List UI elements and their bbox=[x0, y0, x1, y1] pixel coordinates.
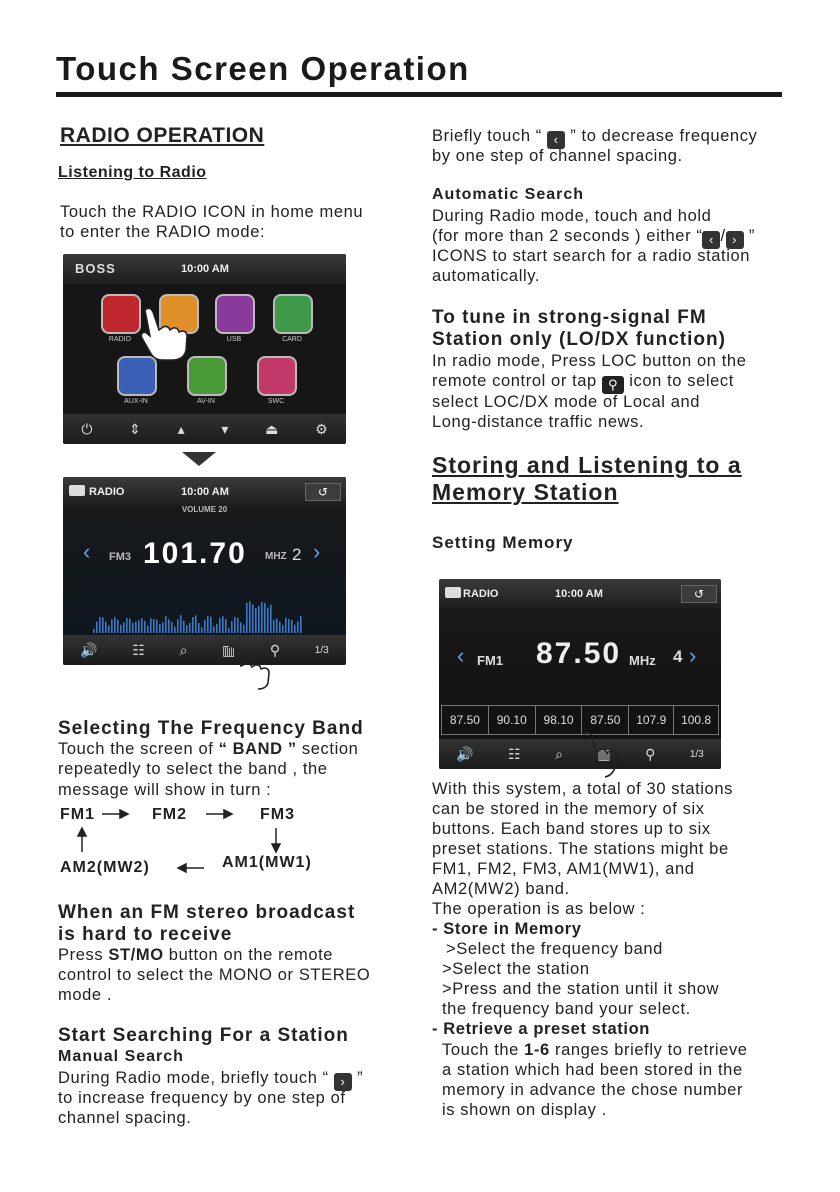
spectrum-bar bbox=[177, 619, 179, 633]
mem-text-7: The operation is as below : bbox=[432, 900, 646, 918]
spectrum-bar bbox=[225, 619, 227, 633]
memory-preset: 4 bbox=[673, 647, 683, 666]
loc-text-3: select LOC/DX mode of Local and bbox=[432, 393, 701, 411]
spectrum-bar bbox=[237, 618, 239, 633]
spectrum-bar bbox=[96, 622, 98, 633]
spectrum-bar bbox=[111, 619, 113, 633]
preset-number: 2 bbox=[292, 545, 302, 564]
radio-app-label: RADIO bbox=[108, 336, 132, 343]
down-arrow-icon bbox=[182, 452, 216, 466]
mem-text-6: AM2(MW2) band. bbox=[432, 880, 570, 898]
home-clock: 10:00 AM bbox=[181, 263, 229, 275]
spectrum-bar bbox=[174, 626, 176, 633]
radio-bottom-bar bbox=[63, 635, 346, 665]
band-fm3: FM3 bbox=[260, 806, 295, 823]
home-screen bbox=[63, 254, 346, 444]
auto-text-1: During Radio mode, touch and hold bbox=[432, 207, 712, 225]
stereo-text-1: Press ST/MO button on the remote bbox=[58, 946, 334, 964]
touch-text-1: Touch the RADIO ICON in home menu bbox=[60, 203, 364, 221]
loc-heading-2: Station only (LO/DX function) bbox=[432, 329, 726, 350]
spectrum-bar bbox=[231, 621, 233, 633]
spectrum-graphic bbox=[93, 595, 303, 633]
radio-label: RADIO bbox=[89, 486, 125, 498]
radio-operation-heading: RADIO OPERATION bbox=[60, 124, 265, 147]
memory-prev-icon[interactable]: ‹ bbox=[457, 643, 465, 668]
prev-icon[interactable]: ‹ bbox=[83, 539, 91, 564]
spectrum-bar bbox=[279, 622, 281, 633]
retrieve-text-3: memory in advance the chose number bbox=[442, 1081, 744, 1099]
spectrum-bar bbox=[129, 618, 131, 633]
spectrum-bar bbox=[120, 625, 122, 633]
band-label: FM3 bbox=[109, 551, 131, 563]
preset-3[interactable]: 98.10 bbox=[536, 706, 583, 734]
memory-radio-label: RADIO bbox=[463, 588, 499, 600]
spectrum-bar bbox=[138, 620, 140, 633]
spectrum-bar bbox=[285, 618, 287, 633]
memory-page-indicator[interactable]: 1/3 bbox=[689, 748, 704, 760]
search-heading: Start Searching For a Station bbox=[58, 1025, 349, 1046]
band-fm2: FM2 bbox=[152, 806, 187, 823]
next-icon[interactable]: › bbox=[313, 539, 321, 564]
spectrum-bar bbox=[189, 623, 191, 633]
listening-heading: Listening to Radio bbox=[58, 164, 207, 181]
retrieve-heading: - Retrieve a preset station bbox=[432, 1020, 650, 1038]
spectrum-bar bbox=[204, 620, 206, 633]
aux-app-icon[interactable] bbox=[117, 356, 157, 396]
memory-band-icon[interactable]: ▥ bbox=[597, 745, 611, 762]
mem-text-4: preset stations. The stations might be bbox=[432, 840, 729, 858]
spectrum-bar bbox=[255, 608, 257, 633]
title-rule bbox=[56, 92, 782, 97]
preset-2[interactable]: 90.10 bbox=[489, 706, 536, 734]
stereo-heading-1: When an FM stereo broadcast bbox=[58, 902, 356, 923]
usb-app-label: USB bbox=[226, 336, 242, 343]
memory-back-button[interactable]: ↺ bbox=[681, 585, 717, 603]
settings-icon[interactable]: ⚙ bbox=[315, 420, 328, 437]
spectrum-bar bbox=[300, 616, 302, 633]
spectrum-bar bbox=[264, 603, 266, 633]
back-button[interactable]: ↺ bbox=[305, 483, 341, 501]
unit-label: MHZ bbox=[265, 551, 287, 562]
auto-heading: Automatic Search bbox=[432, 186, 585, 203]
card-app-icon[interactable] bbox=[273, 294, 313, 334]
spectrum-bar bbox=[168, 619, 170, 633]
spectrum-bar bbox=[297, 621, 299, 633]
mem-text-3: buttons. Each band stores up to six bbox=[432, 820, 711, 838]
spectrum-bar bbox=[141, 618, 143, 633]
volume-icon[interactable]: 🔊 bbox=[80, 641, 98, 658]
radio-small-icon bbox=[69, 485, 85, 496]
equalizer-icon[interactable]: ☷ bbox=[132, 641, 145, 658]
preset-5[interactable]: 107.9 bbox=[629, 706, 674, 734]
retrieve-text-4: is shown on display . bbox=[442, 1101, 607, 1119]
spectrum-bar bbox=[282, 625, 284, 633]
auto-text-2: (for more than 2 seconds ) either “ ‹ / › ” bbox=[432, 227, 755, 247]
spectrum-bar bbox=[135, 621, 137, 633]
mem-text-1: With this system, a total of 30 stations bbox=[432, 780, 733, 798]
retrieve-text-1: Touch the 1-6 ranges briefly to retrieve bbox=[442, 1041, 748, 1059]
spectrum-bar bbox=[162, 622, 164, 633]
spectrum-bar bbox=[288, 619, 290, 633]
spectrum-bar bbox=[252, 604, 254, 633]
spectrum-bar bbox=[126, 618, 128, 633]
spectrum-bar bbox=[117, 620, 119, 633]
spectrum-bar bbox=[144, 621, 146, 633]
usb-app-icon[interactable] bbox=[215, 294, 255, 334]
spectrum-bar bbox=[219, 618, 221, 633]
loc-dx-icon[interactable]: ⚲ bbox=[269, 641, 281, 658]
spectrum-bar bbox=[261, 602, 263, 633]
card-app-label: CARD bbox=[282, 336, 302, 343]
spectrum-bar bbox=[114, 617, 116, 633]
memory-equalizer-icon[interactable]: ☷ bbox=[508, 745, 521, 762]
manual-text-3: channel spacing. bbox=[58, 1109, 192, 1127]
home-top-bar bbox=[63, 254, 346, 284]
spectrum-bar bbox=[249, 601, 251, 633]
spectrum-bar bbox=[102, 617, 104, 633]
up-icon[interactable]: ▴ bbox=[177, 420, 185, 437]
band-text-2: repeatedly to select the band , the bbox=[58, 760, 328, 778]
updown-icon[interactable]: ⇕ bbox=[129, 420, 141, 437]
spectrum-bar bbox=[105, 622, 107, 633]
stereo-text-2: control to select the MONO or STEREO bbox=[58, 966, 371, 984]
touch-hand-icon-2 bbox=[220, 641, 281, 690]
page-indicator[interactable]: 1/3 bbox=[314, 644, 329, 656]
touch-hand-icon bbox=[135, 302, 195, 362]
prev-inline-icon: ‹ bbox=[547, 131, 565, 149]
next-inline-icon-2: › bbox=[726, 231, 744, 249]
av-app-label: AV-IN bbox=[197, 398, 215, 405]
spectrum-bar bbox=[273, 620, 275, 633]
brand-logo: BOSS bbox=[75, 261, 116, 276]
spectrum-bar bbox=[186, 625, 188, 633]
band-am1: AM1(MW1) bbox=[222, 854, 312, 871]
spectrum-bar bbox=[153, 619, 155, 633]
spectrum-bar bbox=[99, 617, 101, 633]
spectrum-bar bbox=[258, 606, 260, 633]
radio-top-bar bbox=[63, 477, 346, 507]
power-icon[interactable]: ⏻ bbox=[81, 420, 93, 437]
spectrum-bar bbox=[156, 620, 158, 633]
auto-text-4: automatically. bbox=[432, 267, 541, 285]
memory-loc-dx-icon[interactable]: ⚲ bbox=[645, 745, 656, 762]
brief-text-1: Briefly touch “ ‹ ” to decrease frequency bbox=[432, 127, 758, 147]
spectrum-bar bbox=[159, 624, 161, 633]
next-inline-icon: › bbox=[334, 1073, 352, 1091]
preset-6[interactable]: 100.8 bbox=[681, 713, 712, 727]
spectrum-bar bbox=[132, 623, 134, 633]
memory-frequency: 87.50 bbox=[536, 637, 622, 670]
memory-radio-icon bbox=[445, 587, 461, 598]
spectrum-bar bbox=[228, 628, 230, 633]
swc-app-label: SWC bbox=[267, 398, 285, 405]
aux-app-label: AUX-IN bbox=[124, 398, 148, 405]
spectrum-bar bbox=[234, 617, 236, 633]
stereo-text-3: mode . bbox=[58, 986, 113, 1004]
touch-text-2: to enter the RADIO mode: bbox=[60, 223, 266, 241]
spectrum-bar bbox=[171, 622, 173, 633]
av-app-icon[interactable] bbox=[187, 356, 227, 396]
spectrum-bar bbox=[195, 615, 197, 633]
stereo-heading-2: is hard to receive bbox=[58, 924, 233, 945]
swc-app-icon[interactable] bbox=[257, 356, 297, 396]
band-fm1: FM1 bbox=[60, 806, 95, 823]
memory-top-bar bbox=[439, 579, 721, 609]
band-cycle-arrows bbox=[56, 804, 356, 882]
band-text-3: message will show in turn : bbox=[58, 781, 272, 799]
radio-screen bbox=[63, 477, 346, 665]
brief-text-2: by one step of channel spacing. bbox=[432, 147, 683, 165]
spectrum-bar bbox=[198, 623, 200, 633]
volume-label: VOLUME 20 bbox=[181, 505, 228, 514]
radio-clock: 10:00 AM bbox=[181, 486, 229, 498]
spectrum-bar bbox=[246, 603, 248, 633]
spectrum-bar bbox=[123, 622, 125, 633]
retrieve-text-2: a station which had been stored in the bbox=[442, 1061, 743, 1079]
spectrum-bar bbox=[276, 618, 278, 633]
store-heading: - Store in Memory bbox=[432, 920, 582, 938]
auto-text-3: ICONS to start search for a radio station bbox=[432, 247, 751, 265]
preset-1[interactable]: 87.50 bbox=[442, 706, 489, 734]
loc-heading-1: To tune in strong-signal FM bbox=[432, 307, 707, 328]
loc-text-4: Long-distance traffic news. bbox=[432, 413, 645, 431]
frequency-display: 101.70 bbox=[143, 537, 247, 570]
mem-text-2: can be stored in the memory of six bbox=[432, 800, 705, 818]
spectrum-bar bbox=[165, 616, 167, 633]
spectrum-bar bbox=[243, 625, 245, 633]
store-step-3: >Press and the station until it show bbox=[442, 980, 720, 998]
memory-search-icon[interactable]: ⌕ bbox=[555, 745, 563, 762]
memory-volume-icon[interactable]: 🔊 bbox=[456, 745, 474, 762]
band-text-1: Touch the screen of “ BAND ” section bbox=[58, 740, 359, 758]
spectrum-bar bbox=[294, 625, 296, 633]
spectrum-bar bbox=[201, 627, 203, 633]
manual-text-2: to increase frequency by one step of bbox=[58, 1089, 346, 1107]
storing-heading-1: Storing and Listening to a bbox=[432, 452, 742, 478]
store-step-4: the frequency band your select. bbox=[442, 1000, 691, 1018]
preset-4[interactable]: 87.50 bbox=[582, 706, 629, 734]
spectrum-bar bbox=[150, 618, 152, 633]
home-bottom-bar bbox=[63, 414, 346, 444]
spectrum-bar bbox=[291, 620, 293, 633]
mem-text-5: FM1, FM2, FM3, AM1(MW1), and bbox=[432, 860, 695, 878]
prev-inline-icon-2: ‹ bbox=[702, 231, 720, 249]
spectrum-bar bbox=[147, 626, 149, 633]
band-am2: AM2(MW2) bbox=[60, 859, 150, 876]
memory-next-icon[interactable]: › bbox=[689, 643, 697, 668]
spectrum-bar bbox=[240, 622, 242, 633]
storing-heading-2: Memory Station bbox=[432, 479, 619, 505]
loc-dx-inline-icon: ⚲ bbox=[602, 376, 624, 394]
loc-text-1: In radio mode, Press LOC button on the bbox=[432, 352, 747, 370]
spectrum-bar bbox=[210, 617, 212, 633]
loc-text-2: remote control or tap ⚲ icon to select bbox=[432, 372, 734, 392]
spectrum-bar bbox=[192, 617, 194, 633]
store-step-1: >Select the frequency band bbox=[446, 940, 663, 958]
eject-icon[interactable]: ⏏ bbox=[265, 420, 279, 437]
setting-memory-heading: Setting Memory bbox=[432, 533, 574, 552]
spectrum-bar bbox=[207, 616, 209, 633]
spectrum-bar bbox=[108, 625, 110, 633]
spectrum-bar bbox=[216, 624, 218, 633]
down-icon[interactable]: ▾ bbox=[221, 420, 229, 437]
spectrum-bar bbox=[93, 629, 95, 633]
band-icon[interactable]: ▥ bbox=[222, 641, 236, 658]
spectrum-bar bbox=[213, 626, 215, 633]
spectrum-bar bbox=[183, 621, 185, 633]
spectrum-bar bbox=[222, 616, 224, 633]
band-heading: Selecting The Frequency Band bbox=[58, 718, 364, 739]
manual-text-1: During Radio mode, briefly touch “ › ” bbox=[58, 1069, 364, 1089]
memory-unit: MHz bbox=[629, 653, 656, 668]
memory-clock: 10:00 AM bbox=[555, 588, 603, 600]
search-icon[interactable]: ⌕ bbox=[179, 641, 188, 658]
manual-heading: Manual Search bbox=[58, 1048, 184, 1065]
spectrum-bar bbox=[180, 615, 182, 633]
memory-band: FM1 bbox=[477, 653, 503, 668]
spectrum-bar bbox=[270, 605, 272, 633]
spectrum-bar bbox=[267, 608, 269, 633]
page-title: Touch Screen Operation bbox=[56, 50, 470, 87]
store-step-2: >Select the station bbox=[442, 960, 590, 978]
